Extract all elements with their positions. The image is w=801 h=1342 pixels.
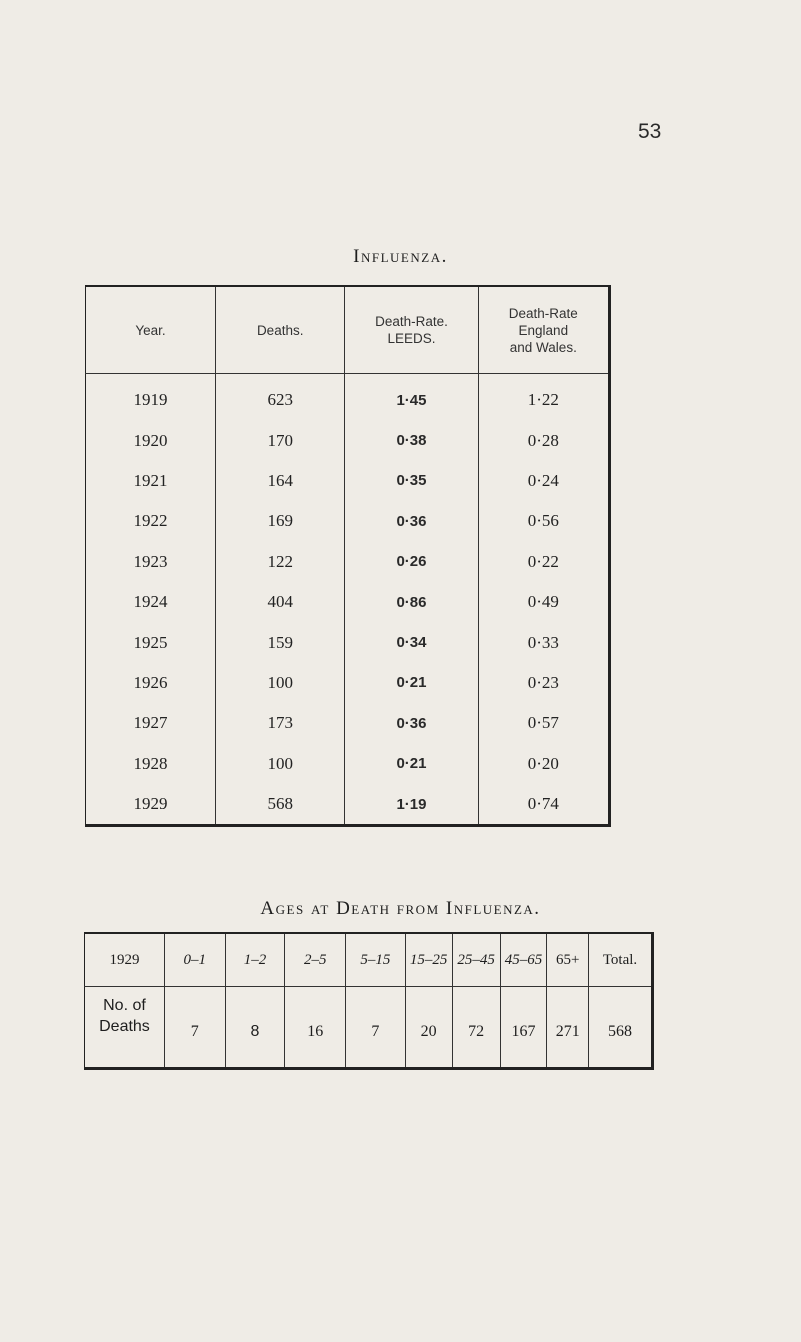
header-age-group: 45–65 [500, 933, 547, 987]
row-label: No. of Deaths [85, 987, 165, 1069]
year-cell: 1929 [86, 784, 216, 826]
deaths-value: 72 [452, 987, 500, 1069]
death-rate-england-wales-cell: 0·23 [527, 672, 559, 692]
table-row [86, 461, 610, 501]
header-age-group: 0–1 [164, 933, 225, 987]
influenza-death-rate-table [85, 285, 611, 827]
table-row [86, 374, 610, 421]
header-death-rate-england-wales: Death-Rate England and Wales. [478, 286, 609, 374]
death-rate-england-wales-cell: 1·22 [527, 390, 559, 410]
death-rate-leeds-cell: 1·45 [345, 374, 478, 421]
year-cell: 1919 [86, 374, 216, 421]
table-row [86, 501, 610, 541]
death-rate-leeds-cell: 0·35 [345, 461, 478, 501]
deaths-cell: 159 [216, 622, 345, 662]
header-year: 1929 [85, 933, 165, 987]
deaths-row [85, 987, 653, 1069]
table-row [86, 784, 610, 826]
header-death-rate-leeds: Death-Rate. LEEDS. [345, 286, 478, 374]
death-rate-england-wales-cell: 0·56 [527, 511, 559, 531]
death-rate-leeds-cell: 0·86 [345, 582, 478, 622]
table-row [86, 703, 610, 743]
deaths-cell: 173 [216, 703, 345, 743]
death-rate-england-wales-cell: 0·74 [527, 794, 559, 814]
deaths-value: 20 [405, 987, 452, 1069]
deaths-value: 7 [346, 987, 406, 1069]
deaths-cell: 169 [216, 501, 345, 541]
year-cell: 1921 [86, 461, 216, 501]
deaths-cell: 623 [216, 374, 345, 421]
deaths-cell: 404 [216, 582, 345, 622]
death-rate-england-wales-cell: 0·28 [527, 430, 559, 450]
table-header-row [86, 286, 610, 374]
death-rate-england-wales-cell: 0·22 [527, 551, 559, 571]
deaths-cell: 568 [216, 784, 345, 826]
year-cell: 1928 [86, 744, 216, 784]
table-row [86, 542, 610, 582]
deaths-total: 568 [607, 1023, 632, 1040]
year-cell: 1926 [86, 663, 216, 703]
table-row [86, 663, 610, 703]
death-rate-england-wales-cell: 0·49 [527, 592, 559, 612]
influenza-table-title: Influenza. [353, 246, 448, 267]
table-row [86, 622, 610, 662]
header-age-group-65-plus: 65+ [547, 933, 589, 987]
table-row [86, 582, 610, 622]
year-cell: 1924 [86, 582, 216, 622]
deaths-cell: 164 [216, 461, 345, 501]
deaths-value: 16 [285, 987, 346, 1069]
death-rate-leeds-cell: 1·19 [345, 784, 478, 826]
year-cell: 1923 [86, 542, 216, 582]
deaths-cell: 170 [216, 420, 345, 460]
death-rate-leeds-cell: 0·21 [345, 663, 478, 703]
year-cell: 1922 [86, 501, 216, 541]
death-rate-england-wales-cell: 0·20 [527, 753, 559, 773]
header-year: Year. [86, 286, 216, 374]
year-cell: 1920 [86, 420, 216, 460]
death-rate-leeds-cell: 0·36 [345, 703, 478, 743]
ages-at-death-table-title: Ages at Death from Influenza. [260, 898, 541, 919]
table-row [86, 744, 610, 784]
death-rate-leeds-cell: 0·34 [345, 622, 478, 662]
header-deaths: Deaths. [216, 286, 345, 374]
deaths-cell: 122 [216, 542, 345, 582]
death-rate-leeds-cell: 0·26 [345, 542, 478, 582]
deaths-value: 7 [164, 987, 225, 1069]
ages-at-death-table [84, 932, 654, 1070]
death-rate-leeds-cell: 0·38 [345, 420, 478, 460]
year-cell: 1927 [86, 703, 216, 743]
header-age-group: 15–25 [405, 933, 452, 987]
page-number: 53 [638, 120, 662, 143]
table-row [86, 420, 610, 460]
header-total: Total. [588, 933, 652, 987]
table-header-row [85, 933, 653, 987]
deaths-cell: 100 [216, 744, 345, 784]
header-age-group: 5–15 [346, 933, 406, 987]
death-rate-england-wales-cell: 0·33 [527, 632, 559, 652]
death-rate-leeds-cell: 0·36 [345, 501, 478, 541]
death-rate-england-wales-cell: 0·24 [527, 470, 559, 490]
deaths-value: 8 [225, 987, 285, 1069]
header-age-group: 1–2 [225, 933, 285, 987]
deaths-value: 271 [547, 987, 589, 1069]
deaths-value: 167 [500, 987, 547, 1069]
death-rate-england-wales-cell: 0·57 [527, 713, 559, 733]
header-age-group: 25–45 [452, 933, 500, 987]
death-rate-leeds-cell: 0·21 [345, 744, 478, 784]
deaths-cell: 100 [216, 663, 345, 703]
header-age-group: 2–5 [285, 933, 346, 987]
year-cell: 1925 [86, 622, 216, 662]
